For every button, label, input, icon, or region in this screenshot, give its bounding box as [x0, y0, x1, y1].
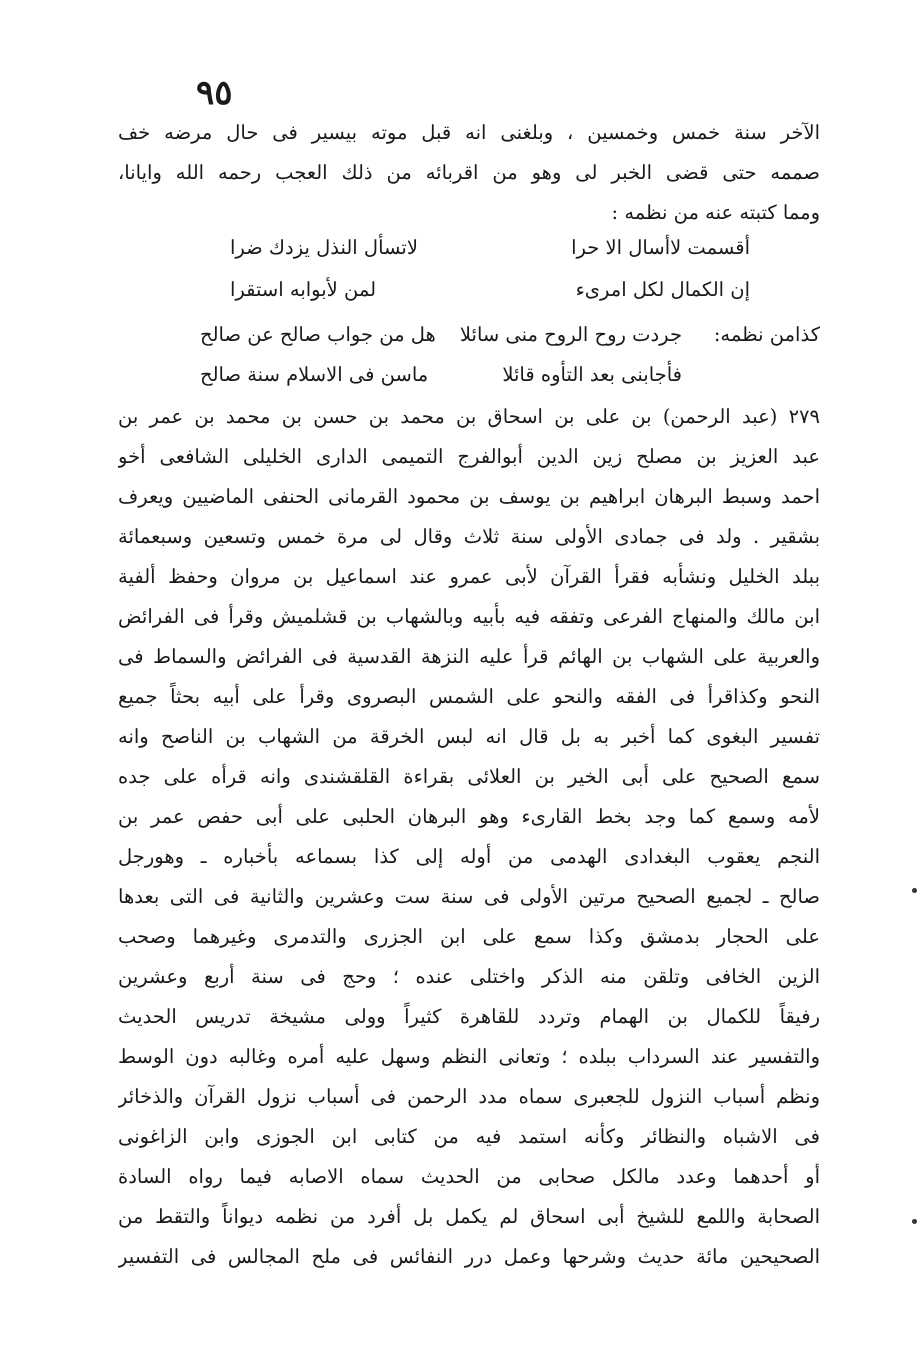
- text-line: الصحيحين مائة حديث وشرحها وعمل درر النفائس فى ملح المجالس فى التفسير: [118, 1245, 820, 1268]
- verse-line: [230, 228, 750, 268]
- text-line: أو أحدهما وعدد مالكل صحابى من الحديث سماه الاصابه فيما رواه السادة: [118, 1165, 820, 1188]
- text-line: على الحجار بدمشق وكذا سمع على ابن الجزرى والتدمرى وغيرهما وصحب: [118, 925, 820, 948]
- text-line: النجم يعقوب البغدادى الهدمى من أوله إلى كذا بسماعه بأخباره ـ وهورجل: [118, 845, 820, 868]
- text-line: عبد العزيز بن مصلح زين الدين أبوالفرج التميمى الدارى الخليلى الشافعى أخو: [118, 445, 820, 468]
- text-line: بشقير . ولد فى جمادى الأولى سنة ثلاث وقال لى مرة خمس وتسعين وسبعمائة: [118, 525, 820, 548]
- margin-speck: [912, 1219, 917, 1224]
- text-line: ببلد الخليل ونشأبه فقرأ القرآن لأبى عمرو عند اسماعيل بن مروان وحفظ ألفية: [118, 565, 820, 588]
- verse-line: [230, 270, 750, 310]
- verse-line: [200, 355, 820, 395]
- verse-first-hemistich: إن الكمال لكل امرىء: [575, 278, 750, 301]
- verse-second-hemistich: هل من جواب صالح عن صالح: [200, 323, 436, 346]
- verse-first-hemistich: أقسمت لاأسال الا حرا: [571, 236, 750, 259]
- text-line: فى الاشباه والنظائر وكأنه استمد فيه من كتابى ابن الجوزى وابن الزاغونى: [118, 1125, 820, 1148]
- text-line: ومما كتبته عنه من نظمه :: [611, 201, 820, 224]
- text-line: سمع الصحيح على أبى الخير بن العلائى بقراءة القلقشندى وانه قرأه على جده: [118, 765, 820, 788]
- text-line: الآخر سنة خمس وخمسين ، وبلغنى انه قبل موته بيسير فى حال مرضه خف: [118, 121, 820, 144]
- text-line: ٢٧٩ (عبد الرحمن) بن على بن اسحاق بن محمد بن حسن بن محمد بن عمر بن: [118, 405, 820, 428]
- verse-second-hemistich: لمن لأبوابه استقرا: [230, 278, 377, 301]
- verse-intro: كذامن نظمه:: [713, 323, 820, 346]
- text-line: صممه حتى قضى الخبر لى وهو من اقربائه من ذلك العجب رحمه الله وايانا،: [118, 161, 820, 184]
- verse-first-hemistich: جردت روح الروح منى سائلا: [459, 323, 682, 346]
- text-line: النحو وكذاقرأ فى الفقه والنحو على الشمس البصروى وقرأ على أبيه بحثاً جميع: [118, 685, 820, 708]
- verse-second-hemistich: لاتسأل النذل يزدك ضرا: [230, 236, 418, 259]
- verse-line: [200, 315, 820, 355]
- biography-entry: [118, 397, 820, 1277]
- page-number: ٩٥: [196, 73, 233, 113]
- verse-first-hemistich: فأجابنى بعد التأوه قائلا: [502, 363, 682, 386]
- text-line: رفيقاً للكمال بن الهمام وتردد للقاهرة كثيراً وولى مشيخة تدريس الحديث: [118, 1005, 820, 1028]
- text-line: احمد وسبط البرهان ابراهيم بن يوسف بن محمود القرمانى الحنفى الماضيين ويعرف: [118, 485, 820, 508]
- text-line: والعربية على الشهاب بن الهائم قرأ عليه النزهة القدسية فى الفرائض والسماط فى: [118, 645, 820, 668]
- text-line: الصحابة واللمع للشيخ أبى اسحاق لم يكمل بل أفرد من نظمه ديواناً والتقط من: [118, 1205, 820, 1228]
- text-line: ونظم أسباب النزول للجعبرى سماه مدد الرحمن فى أسباب نزول القرآن والذخائر: [118, 1085, 820, 1108]
- text-line: ابن مالك والمنهاج الفرعى وتفقه فيه بأبيه وبالشهاب بن قشلميش وقرأ فى الفرائض: [118, 605, 820, 628]
- text-line: لأمه وسمع كما وجد بخط القارىء وهو البرهان الحلبى على أبى حفص عمر بن: [118, 805, 820, 828]
- verse-second-hemistich: ماسن فى الاسلام سنة صالح: [200, 363, 429, 386]
- text-line: صالح ـ لجميع الصحيح مرتين الأولى فى سنة ست وعشرين والثانية فى التى بعدها: [118, 885, 820, 908]
- text-line: تفسير البغوى كما أخبر به بل قال انه لبس الخرقة من الشهاب بن الناصح وانه: [118, 725, 820, 748]
- text-line: الزين الخافى وتلقن منه الذكر واختلى عنده ؛ وحج فى سنة أربع وعشرين: [118, 965, 820, 988]
- text-line: والتفسير عند السرداب ببلده ؛ وتعانى النظم وسهل عليه أمره وغالبه دون الوسط: [118, 1045, 820, 1068]
- intro-paragraph: [118, 113, 820, 233]
- margin-speck: [912, 888, 917, 893]
